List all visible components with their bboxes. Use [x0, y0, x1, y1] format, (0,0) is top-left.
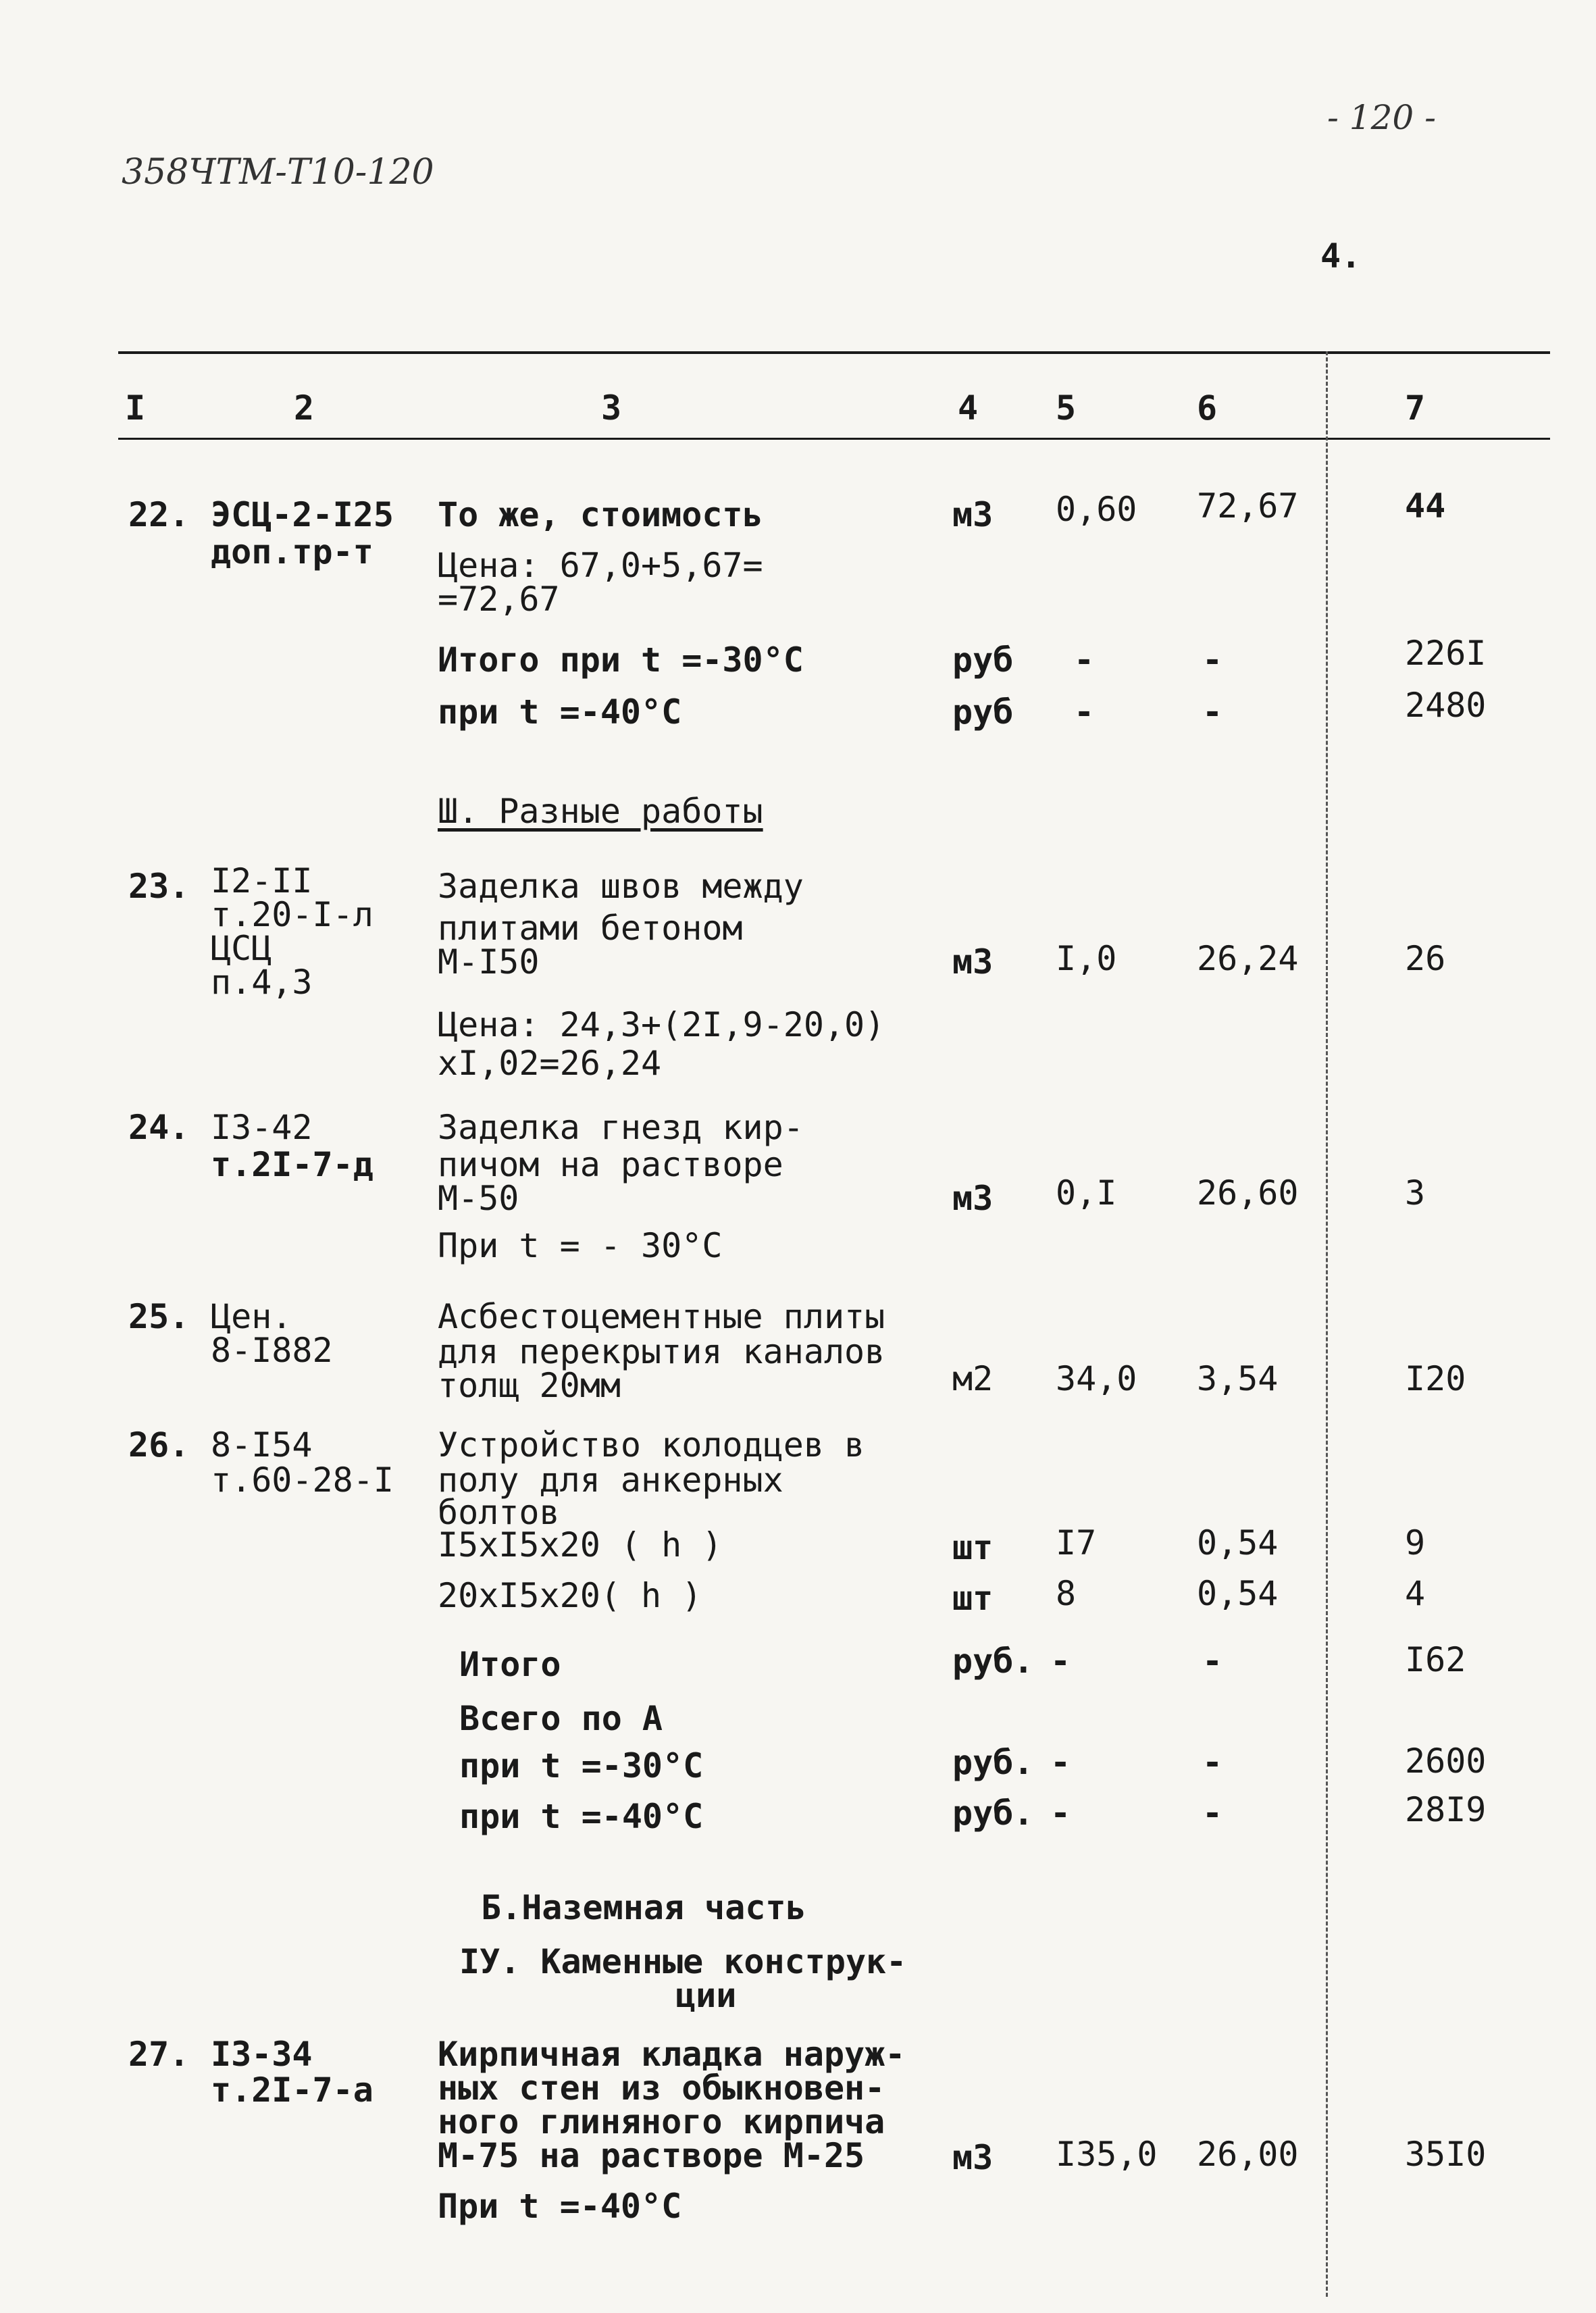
column-header-5: 5 [1056, 388, 1077, 428]
total-cost: 44 [1405, 486, 1446, 526]
norm-ref: I3-42 [211, 1108, 313, 1147]
norm-ref: доп.тр-т [211, 532, 374, 571]
page-mark: - 120 - [1327, 98, 1437, 137]
description: при t =-30°C [459, 1746, 704, 1785]
unit-price: 72,67 [1197, 486, 1299, 526]
unit-price: 0,54 [1197, 1574, 1279, 1613]
norm-ref: ЭСЦ-2-I25 [211, 495, 394, 534]
row-number: 27. [128, 2035, 190, 2074]
description: М-50 [438, 1179, 519, 1218]
description: xI,02=26,24 [438, 1044, 662, 1083]
quantity: - [1050, 1642, 1071, 1681]
unit-price: - [1202, 1743, 1223, 1782]
description: ных стен из обыкновен- [438, 2068, 885, 2108]
description: 20xI5x20( h ) [438, 1576, 702, 1615]
unit: руб. [952, 1794, 1034, 1833]
row-number: 22. [128, 495, 190, 534]
section-heading: Ш. Разные работы [438, 792, 763, 831]
unit-price: - [1202, 692, 1223, 732]
unit: м3 [952, 495, 994, 534]
unit-price: 26,00 [1197, 2135, 1299, 2174]
norm-ref: п.4,3 [211, 963, 313, 1002]
column-header-7: 7 [1405, 388, 1426, 428]
norm-ref: т.60-28-I [211, 1460, 394, 1500]
description: При t = - 30°C [438, 1226, 723, 1265]
section-heading: IУ. Каменные конструк- [459, 1942, 907, 1981]
description: для перекрытия каналов [438, 1332, 885, 1371]
total-cost: 226I [1405, 634, 1487, 673]
unit: руб. [952, 1642, 1034, 1681]
description: при t =-40°C [459, 1797, 704, 1836]
description: Всего по А [459, 1699, 663, 1738]
unit: шт [952, 1579, 994, 1618]
unit-price: - [1202, 1794, 1223, 1833]
unit-price: 26,24 [1197, 939, 1299, 978]
unit-price: - [1202, 1642, 1223, 1681]
unit: руб [952, 640, 1014, 680]
sheet-number: 4. [1320, 236, 1362, 276]
description: Итого при t =-30°C [438, 640, 804, 680]
total-cost: 9 [1405, 1523, 1426, 1562]
header-bottom-rule [118, 438, 1550, 440]
row-number: 26. [128, 1425, 190, 1465]
unit: руб. [952, 1743, 1034, 1782]
quantity: - [1050, 1743, 1071, 1782]
section-heading: Б.Наземная часть [481, 1888, 806, 1927]
unit-price: 0,54 [1197, 1523, 1279, 1562]
quantity: 34,0 [1056, 1359, 1137, 1398]
description: Кирпичная кладка наруж- [438, 2035, 906, 2074]
column-header-1: I [125, 388, 146, 428]
norm-ref: Цен. [211, 1297, 292, 1336]
unit-price: - [1202, 640, 1223, 680]
quantity: I,0 [1056, 939, 1117, 978]
quantity: 0,I [1056, 1173, 1117, 1213]
section-heading: ции [675, 1976, 737, 2015]
unit: м3 [952, 1179, 994, 1218]
norm-ref: т.20-I-л [211, 895, 374, 934]
description: Асбестоцементные плиты [438, 1297, 885, 1336]
description: Цена: 67,0+5,67= [438, 546, 763, 585]
unit: м2 [952, 1359, 994, 1398]
unit: шт [952, 1528, 994, 1567]
column-header-6: 6 [1197, 388, 1218, 428]
column-divider [1326, 351, 1328, 2297]
total-cost: 2600 [1405, 1742, 1487, 1781]
description: толщ 20мм [438, 1366, 621, 1405]
description: ного глиняного кирпича [438, 2102, 885, 2141]
quantity: - [1050, 1794, 1071, 1833]
norm-ref: 8-I882 [211, 1331, 333, 1370]
total-cost: 2480 [1405, 686, 1487, 725]
total-cost: I62 [1405, 1640, 1466, 1679]
row-number: 23. [128, 867, 190, 906]
norm-ref: 8-I54 [211, 1425, 313, 1465]
total-cost: I20 [1405, 1359, 1466, 1398]
norm-ref: I3-34 [211, 2035, 313, 2074]
description: Итого [459, 1645, 561, 1684]
column-header-2: 2 [294, 388, 315, 428]
row-number: 25. [128, 1297, 190, 1336]
total-cost: 35I0 [1405, 2135, 1487, 2174]
norm-ref: т.2I-7-а [211, 2070, 374, 2110]
column-header-4: 4 [958, 388, 979, 428]
column-header-3: 3 [601, 388, 622, 428]
quantity: I7 [1056, 1523, 1097, 1562]
description: Цена: 24,3+(2I,9-20,0) [438, 1005, 885, 1044]
description: М-75 на растворе М-25 [438, 2136, 865, 2175]
document-code: 358ЧТМ-Т10-120 [122, 152, 434, 193]
unit-price: 26,60 [1197, 1173, 1299, 1213]
quantity: - [1074, 640, 1095, 680]
norm-ref: I2-II [211, 861, 313, 900]
description: При t =-40°C [438, 2187, 682, 2226]
norm-ref: ЦСЦ [211, 929, 272, 968]
norm-ref: т.2I-7-д [211, 1145, 374, 1184]
description: =72,67 [438, 580, 560, 619]
unit: м3 [952, 2138, 994, 2177]
description: Заделка швов между [438, 867, 804, 906]
description: пичом на растворе [438, 1145, 783, 1184]
quantity: I35,0 [1056, 2135, 1158, 2174]
total-cost: 26 [1405, 939, 1446, 978]
total-cost: 3 [1405, 1173, 1426, 1213]
total-cost: 4 [1405, 1574, 1426, 1613]
description: Заделка гнезд кир- [438, 1108, 804, 1147]
description: при t =-40°C [438, 692, 682, 732]
quantity: - [1074, 692, 1095, 732]
unit: руб [952, 692, 1014, 732]
description: М-I50 [438, 942, 540, 982]
quantity: 8 [1056, 1574, 1077, 1613]
unit-price: 3,54 [1197, 1359, 1279, 1398]
table-top-rule [118, 351, 1550, 354]
description: I5xI5x20 ( h ) [438, 1525, 723, 1565]
description: Устройство колодцев в [438, 1425, 865, 1465]
description: То же, стоимость [438, 495, 763, 534]
quantity: 0,60 [1056, 490, 1137, 529]
total-cost: 28I9 [1405, 1790, 1487, 1829]
row-number: 24. [128, 1108, 190, 1147]
description: болтов [438, 1493, 560, 1532]
unit: м3 [952, 942, 994, 982]
description: плитами бетоном [438, 909, 743, 948]
description: полу для анкерных [438, 1460, 783, 1500]
